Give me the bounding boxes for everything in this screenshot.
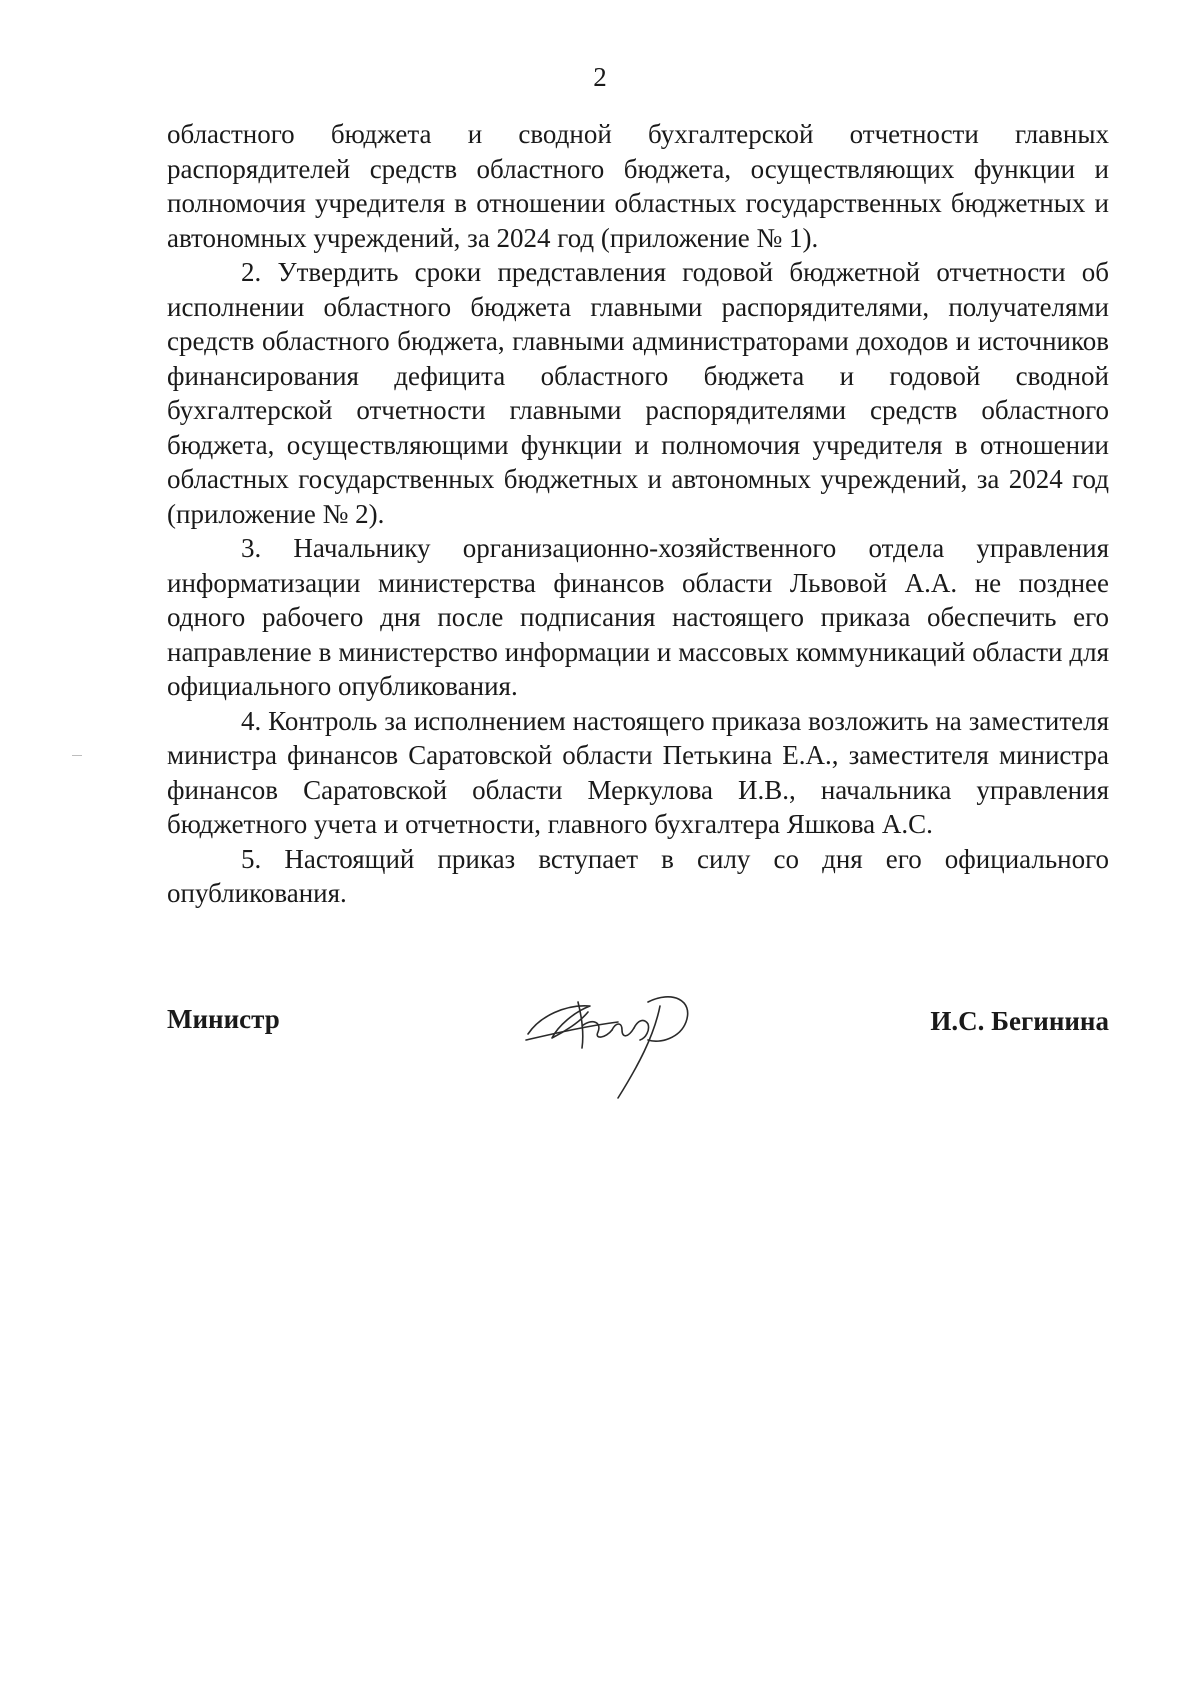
signature-block bbox=[167, 990, 1109, 1130]
paragraph-item-3: 3. Начальнику организационно-хозяйственного отдела управления информатизации министерства финансов области Львовой А.А. не позднее одного рабочего дня после подписания настоящего приказа обеспечить его направление в министерство информации и массовых коммуникаций области для официального опубликования. bbox=[167, 533, 1109, 701]
scan-margin-mark bbox=[72, 755, 82, 756]
document-body bbox=[167, 117, 1109, 911]
paragraph-item-2: 2. Утвердить сроки представления годовой бюджетной отчетности об исполнении областного бюджета главными распорядителями, получателями средств областного бюджета, главными администраторами доходов и источников финансирования дефицита областного бюджета и годовой сводной бухгалтерской отчетности главными распорядителями средств областного бюджета, осуществляющими функции и полномочия учредителя в отношении областных государственных бюджетных и автономных учреждений, за 2024 год (приложение № 2). bbox=[167, 257, 1109, 529]
signatory-title: Министр bbox=[167, 1004, 280, 1034]
paragraph-continuation: областного бюджета и сводной бухгалтерской отчетности главных распорядителей средств областного бюджета, осуществляющих функции и полномочия учредителя в отношении областных государственных бюджетных и автономных учреждений, за 2024 год (приложение № 1). bbox=[167, 119, 1109, 253]
handwritten-signature-icon bbox=[522, 982, 702, 1107]
paragraph-item-4: 4. Контроль за исполнением настоящего приказа возложить на заместителя министра финансов Саратовской области Петькина Е.А., заместителя министра финансов Саратовской области Меркулова И.В., начальника управления бюджетного учета и отчетности, главного бухгалтера Яшкова А.С. bbox=[167, 705, 1109, 839]
page-number: 2 bbox=[593, 62, 607, 92]
signatory-name: И.С. Бегинина bbox=[930, 1006, 1109, 1036]
paragraph-item-5: 5. Настоящий приказ вступает в силу со дня его официального опубликования. bbox=[167, 843, 1109, 908]
